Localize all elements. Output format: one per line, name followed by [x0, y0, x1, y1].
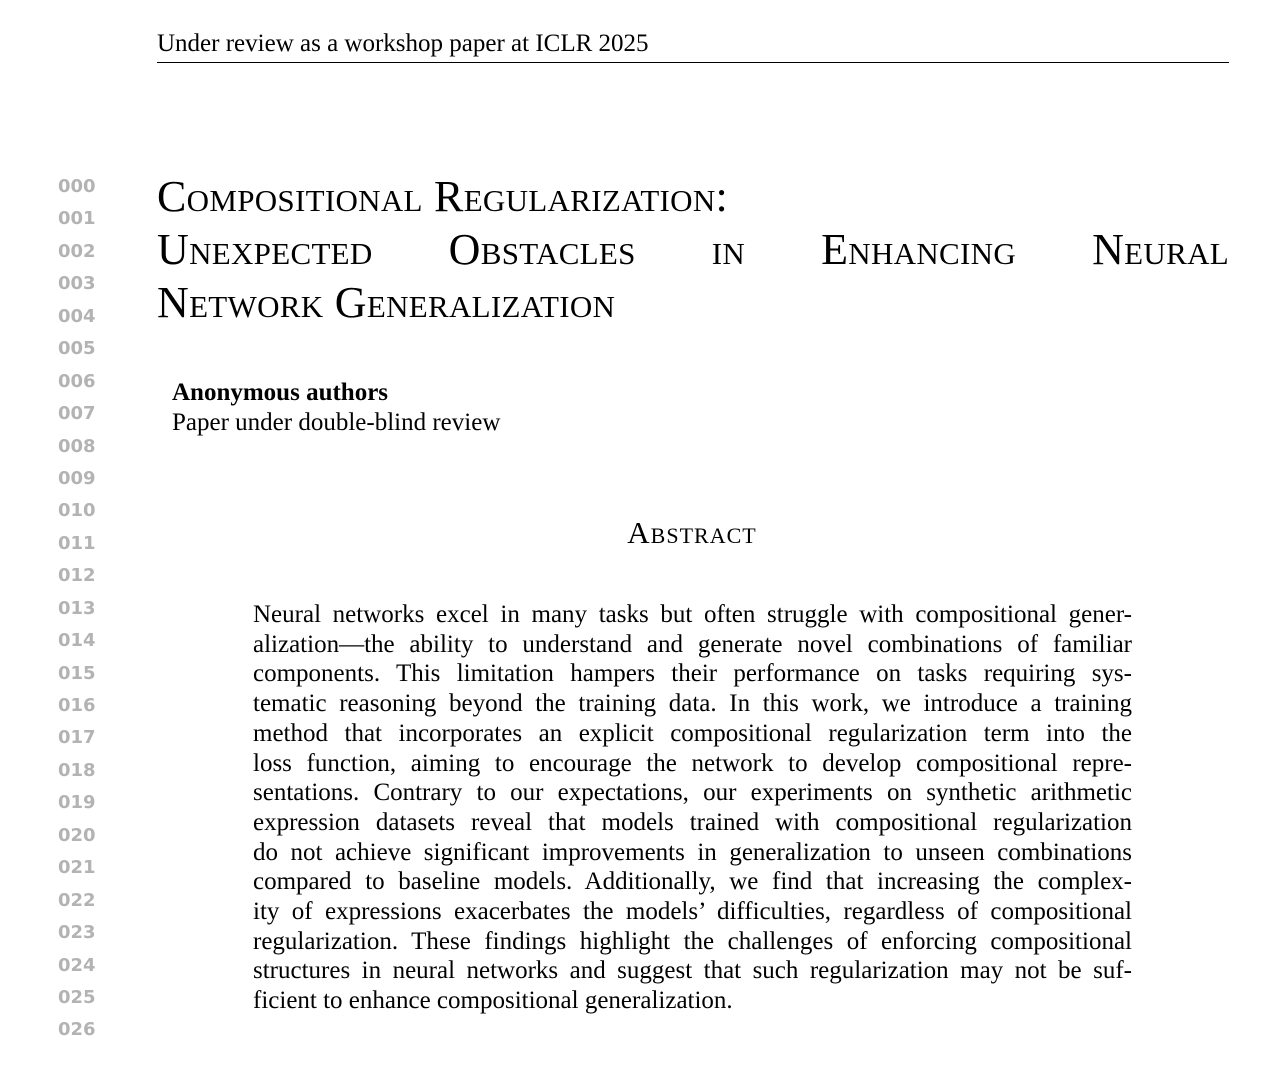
line-number: 023: [58, 922, 96, 944]
line-number: 009: [58, 467, 96, 489]
line-number: 008: [58, 435, 96, 457]
line-number: 016: [58, 695, 96, 716]
line-number: 019: [58, 792, 96, 814]
title-line: Network Generalization: [157, 278, 616, 327]
running-header: Under review as a workshop paper at ICLR 2025: [157, 28, 1229, 63]
abstract-line: alization—the ability to understand and generate novel combinations of familiar: [253, 630, 1132, 658]
abstract-line: loss function, aiming to encourage the network to develop compositional repre-: [253, 749, 1132, 777]
line-number: 013: [58, 597, 96, 619]
line-number: 002: [58, 240, 96, 262]
line-number: 006: [58, 370, 96, 392]
abstract-body: [253, 600, 1132, 1016]
line-number: 004: [58, 305, 96, 327]
line-number: 022: [58, 889, 96, 911]
abstract-line: do not achieve significant improvements in generalization to unseen combinations: [253, 838, 1132, 866]
line-number: 021: [58, 857, 96, 879]
abstract-line: components. This limitation hampers their performance on tasks requiring sys-: [253, 660, 1132, 688]
line-number: 000: [58, 176, 96, 197]
line-number: 005: [58, 338, 96, 360]
line-number: 010: [58, 500, 96, 522]
line-number: 024: [58, 954, 96, 976]
line-number: 011: [58, 532, 96, 554]
abstract-line: sentations. Contrary to our expectations, our experiments on synthetic arithmetic: [253, 779, 1132, 807]
line-numbers: [58, 174, 102, 1050]
author-block: [172, 378, 500, 438]
abstract-line: compared to baseline models. Additionally, we find that increasing the complex-: [253, 868, 1132, 896]
abstract-line: method that incorporates an explicit compositional regularization term into the: [253, 719, 1132, 747]
abstract-line: ficient to enhance compositional generalization.: [253, 987, 733, 1015]
abstract-heading: Abstract: [627, 515, 757, 550]
title-line: Compositional Regularization:: [157, 172, 729, 221]
line-number: 026: [58, 1019, 96, 1041]
line-number: 012: [58, 565, 96, 587]
line-number: 014: [58, 630, 96, 652]
abstract-line: expression datasets reveal that models trained with compositional regularization: [253, 808, 1132, 836]
line-number: 007: [58, 403, 96, 425]
line-number: 020: [58, 824, 96, 846]
author-name: Anonymous authors: [172, 379, 389, 406]
line-number: 003: [58, 273, 96, 295]
abstract-line: tematic reasoning beyond the training data. In this work, we introduce a training: [253, 690, 1132, 718]
line-number: 017: [58, 727, 96, 749]
author-affiliation: Paper under double-blind review: [172, 409, 501, 436]
title-line: Unexpected Obstacles in Enhancing Neural: [157, 225, 1229, 274]
abstract-line: structures in neural networks and suggest that such regularization may not be suf-: [253, 957, 1132, 985]
line-number: 015: [58, 662, 96, 684]
abstract-line: Neural networks excel in many tasks but often struggle with compositional gener-: [253, 601, 1132, 628]
paper-title: [157, 170, 1229, 329]
abstract-line: regularization. These findings highlight the challenges of enforcing compositional: [253, 927, 1132, 955]
line-number: 025: [58, 986, 96, 1008]
abstract-line: ity of expressions exacerbates the models’ difficulties, regardless of compositional: [253, 898, 1132, 926]
line-number: 001: [58, 208, 96, 230]
line-number: 018: [58, 759, 96, 781]
